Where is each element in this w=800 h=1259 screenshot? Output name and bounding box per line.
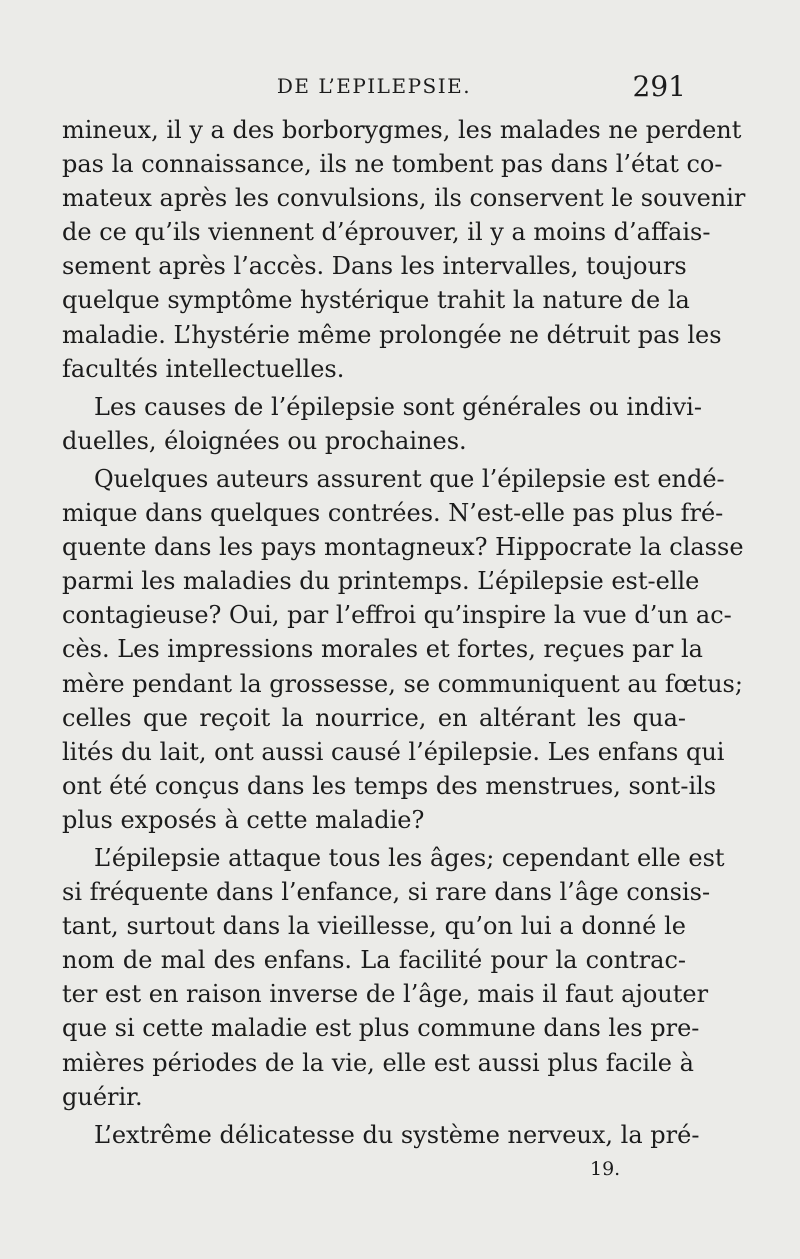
text-line: mère pendant la grossesse, se communiquent au fœtus; — [62, 669, 743, 698]
running-head — [62, 70, 686, 110]
page-number: 291 — [632, 70, 686, 103]
text-line: sement après l’accès. Dans les intervalles, toujours — [62, 252, 687, 281]
text-line: tant, surtout dans la vieillesse, qu’on lui a donné le — [62, 912, 686, 941]
text-line: facultés intellectuelles. — [62, 354, 345, 383]
text-line: ter est en raison inverse de l’âge, mais il faut ajouter — [62, 980, 709, 1009]
text-line: pas la connaissance, ils ne tombent pas dans l’état co- — [62, 150, 723, 179]
text-line: mières périodes de la vie, elle est aussi plus facile à — [62, 1048, 694, 1077]
text-line: maladie. L’hystérie même prolongée ne détruit pas les — [62, 320, 722, 349]
text-line: guérir. — [62, 1082, 143, 1111]
text-line: mique dans quelques contrées. N’est-elle pas plus fré- — [62, 499, 724, 528]
text-line: que si cette maladie est plus commune dans les pre- — [62, 1014, 700, 1043]
text-line: Les causes de l’épilepsie sont générales ou indivi- — [94, 392, 702, 421]
text-line: contagieuse? Oui, par l’effroi qu’inspire la vue d’un ac- — [62, 601, 732, 630]
text-line: quelque symptôme hystérique trahit la nature de la — [62, 286, 690, 315]
text-line: ont été conçus dans les temps des menstrues, sont-ils — [62, 771, 717, 800]
text-line: Quelques auteurs assurent que l’épilepsie est endé- — [94, 464, 725, 493]
text-line: de ce qu’ils viennent d’éprouver, il y a moins d’affais- — [62, 218, 711, 247]
text-line: cès. Les impressions morales et fortes, reçues par la — [62, 635, 703, 664]
text-line: celles que reçoit la nourrice, en altérant les qua- — [62, 703, 686, 732]
text-line: nom de mal des enfans. La facilité pour la contrac- — [62, 946, 686, 975]
text-line: parmi les maladies du printemps. L’épilepsie est-elle — [62, 567, 700, 596]
text-line: si fréquente dans l’enfance, si rare dans l’âge consis- — [62, 878, 711, 907]
text-line: quente dans les pays montagneux? Hippocrate la classe — [62, 533, 744, 562]
text-line: mateux après les convulsions, ils conservent le souvenir — [62, 184, 746, 213]
text-line: lités du lait, ont aussi causé l’épilepsie. Les enfans qui — [62, 737, 725, 766]
body-text — [62, 113, 746, 1152]
text-line: plus exposés à cette maladie? — [62, 805, 425, 834]
text-line: mineux, il y a des borborygmes, les malades ne perdent — [62, 116, 742, 144]
running-title: DE L’EPILEPSIE. — [276, 74, 472, 98]
text-line: duelles, éloignées ou prochaines. — [62, 426, 467, 455]
signature-mark: 19. — [590, 1158, 621, 1180]
text-line: L’extrême délicatesse du système nerveux, la pré- — [94, 1120, 700, 1149]
text-line: L’épilepsie attaque tous les âges; cependant elle est — [94, 843, 725, 872]
